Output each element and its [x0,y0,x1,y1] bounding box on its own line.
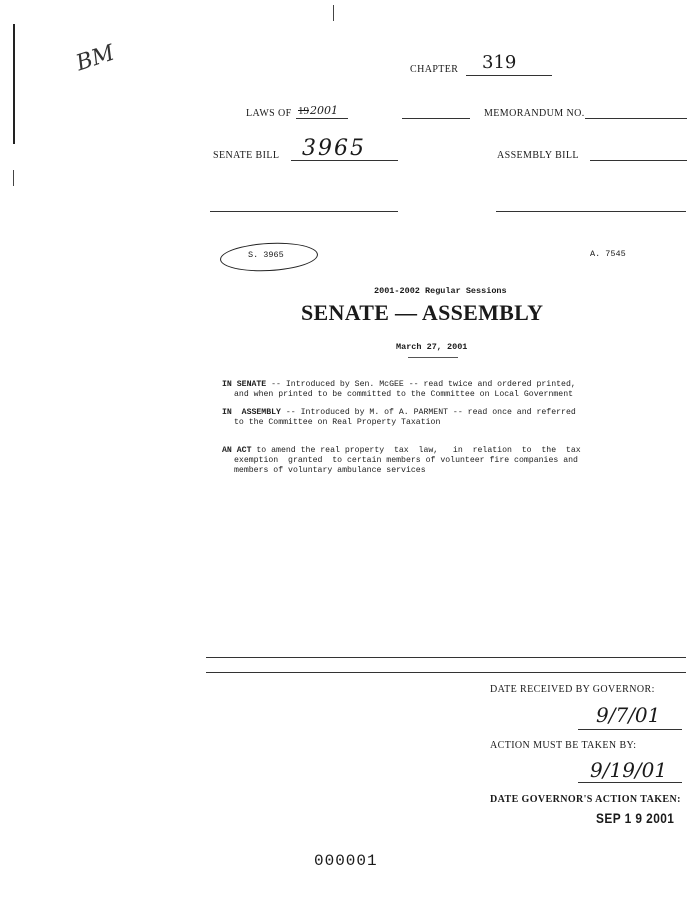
senate-intro-line-1: IN SENATE -- Introduced by Sen. McGEE -- read twice and ordered printed, [222,380,576,389]
action-taken-label: DATE GOVERNOR'S ACTION TAKEN: [490,794,681,805]
act-line-3: members of voluntary ambulance services [234,466,426,475]
date-underline [408,357,458,358]
date-received-line [578,729,682,730]
senate-intro-label: IN SENATE [222,380,267,389]
senate-id: S. 3965 [248,250,284,260]
laws-of-extra-field [402,104,470,119]
senate-bill-label: SENATE BILL [213,150,280,161]
assembly-bill-label: ASSEMBLY BILL [497,150,579,161]
page-number: 000001 [314,852,378,870]
action-must-line [578,782,682,783]
binding-mark-left-small [13,170,14,186]
bill-date: March 27, 2001 [396,342,468,352]
chapter-label: CHAPTER [410,64,459,75]
separator-rule-bottom [206,672,686,673]
act-line-2: exemption granted to certain members of volunteer fire companies and [234,456,578,465]
assembly-id: A. 7545 [590,249,626,259]
laws-of-value [298,104,338,117]
laws-of-struck: 19 [298,105,309,117]
binding-mark-left [13,24,15,144]
memorandum-field [585,104,687,119]
binding-mark-top [333,5,334,21]
page-title: SENATE — ASSEMBLY [301,300,544,325]
act-label: AN ACT [222,446,252,455]
laws-of-label: LAWS OF [246,108,292,119]
chapter-number: 319 [482,52,517,73]
assembly-bill-field [590,144,687,161]
date-received-label: DATE RECEIVED BY GOVERNOR: [490,684,655,695]
assembly-intro-line-2: to the Committee on Real Property Taxation [234,418,441,427]
act-line-1: AN ACT to amend the real property tax law, in relation to the tax [222,446,581,455]
action-must-value: 9/19/01 [590,758,668,782]
senate-bill-number: 3965 [302,136,366,161]
senate-intro-line-2: and when printed to be committed to the Committee on Local Government [234,390,574,399]
assembly-intro-label: IN ASSEMBLY [222,408,281,417]
session-label: 2001-2002 Regular Sessions [374,286,507,296]
action-must-label: ACTION MUST BE TAKEN BY: [490,740,637,751]
memorandum-label: MEMORANDUM NO. [484,108,585,119]
blank-line-right [496,211,686,212]
assembly-intro-line-1: IN ASSEMBLY -- Introduced by M. of A. PARMENT -- read once and referred [222,408,576,417]
laws-of-correction: 2001 [310,104,338,117]
action-taken-stamp: SEP 1 9 2001 [596,810,675,826]
margin-initials: BM [73,40,118,77]
date-received-value: 9/7/01 [596,703,661,727]
blank-line-left [210,211,398,212]
separator-rule-top [206,657,686,658]
